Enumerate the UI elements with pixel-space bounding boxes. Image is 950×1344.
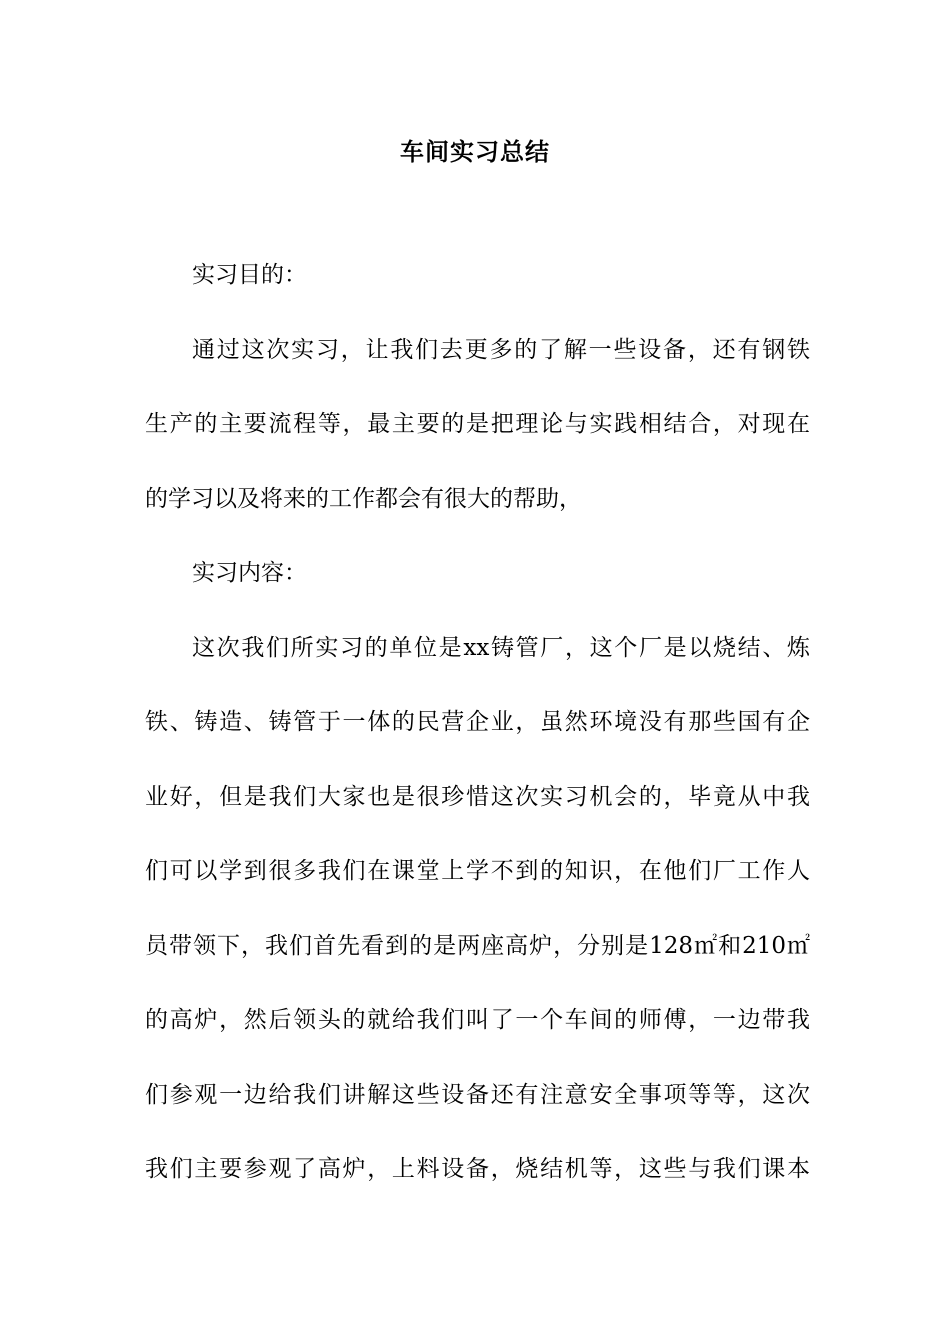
paragraph-line: 我们主要参观了高炉，上料设备，烧结机等，这些与我们课本 xyxy=(145,1156,810,1182)
paragraph-line: 们可以学到很多我们在课堂上学不到的知识，在他们厂工作人 xyxy=(145,858,810,884)
paragraph-line: 业好，但是我们大家也是很珍惜这次实习机会的，毕竟从中我 xyxy=(145,784,810,810)
heading-purpose: 实习目的： xyxy=(192,262,307,288)
heading-content: 实习内容： xyxy=(192,560,307,586)
paragraph-line: 员带领下，我们首先看到的是两座高炉，分别是128㎡和210㎡ xyxy=(145,933,810,959)
paragraph-line: 铁、铸造、铸管于一体的民营企业，虽然环境没有那些国有企 xyxy=(145,709,810,735)
document-title: 车间实习总结 xyxy=(400,137,550,166)
paragraph-line: 生产的主要流程等，最主要的是把理论与实践相结合，对现在 xyxy=(145,411,810,437)
paragraph-line: 的高炉，然后领头的就给我们叫了一个车间的师傅，一边带我 xyxy=(145,1007,810,1033)
paragraph-line: 这次我们所实习的单位是xx铸管厂，这个厂是以烧结、炼 xyxy=(192,635,810,661)
paragraph-line: 的学习以及将来的工作都会有很大的帮助， xyxy=(145,486,582,512)
paragraph-line: 通过这次实习，让我们去更多的了解一些设备，还有钢铁 xyxy=(192,337,810,363)
paragraph-line: 们参观一边给我们讲解这些设备还有注意安全事项等等，这次 xyxy=(145,1082,810,1108)
